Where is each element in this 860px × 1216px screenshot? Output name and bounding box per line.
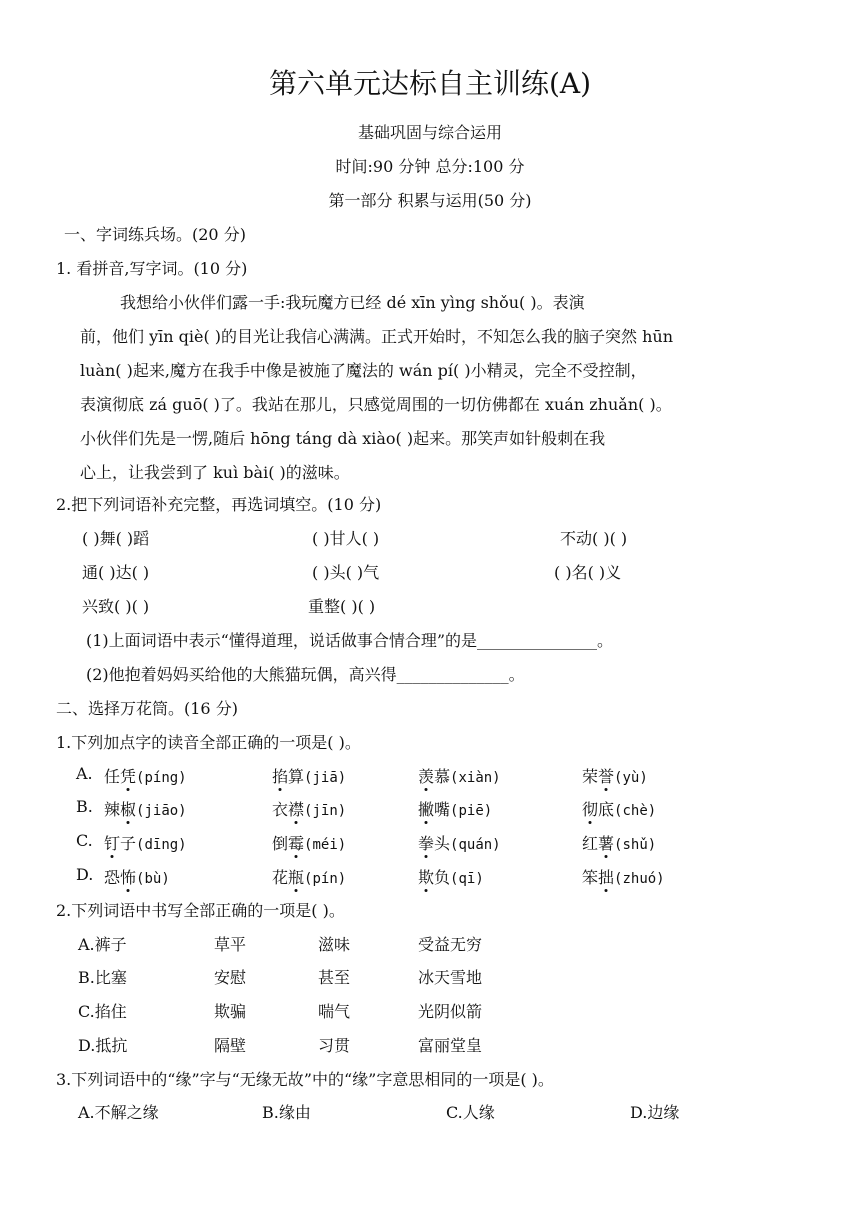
spelling-word: 草平 [214,935,247,954]
word-blank: 不动( )( ) [560,529,628,548]
spelling-word: 欺骗 [214,1002,247,1021]
passage-line-4: 表演彻底 zá guō( )了。我站在那儿，只感觉周围的一切仿佛都在 xuán zhuǎn( )。 [80,395,672,414]
spelling-word: 安慰 [214,968,247,987]
pinyin-item: 花瓶(pín) [272,868,347,887]
option-label: A. [76,764,93,783]
pinyin-item: 荣誉(yù) [582,767,648,786]
mc-q3-heading: 3.下列词语中的“缘”字与“无缘无故”中的“缘”字意思相同的一项是( )。 [56,1070,554,1089]
time-line: 时间:90 分钟 总分:100 分 [335,157,525,176]
pinyin-item: 撇嘴(piē) [418,800,493,819]
q2-heading: 2.把下列词语补充完整，再选词填空。(10 分) [56,495,382,514]
section-2-heading: 二、选择万花筒。(16 分) [56,699,238,718]
word-blank: 通( )达( ) [82,563,150,582]
passage-line-6: 心上，让我尝到了 kuì bài( )的滋味。 [80,463,350,482]
pinyin-item: 恐怖(bù) [104,868,170,887]
pinyin-item: 笨拙(zhuó) [582,868,665,887]
spelling-word: 喘气 [318,1002,351,1021]
spelling-word: 习贯 [318,1036,351,1055]
spelling-word: 受益无穷 [418,935,483,954]
word-blank: ( )头( )气 [312,563,380,582]
page-title: 第六单元达标自主训练(A) [268,67,592,100]
passage-line-1: 我想给小伙伴们露一手:我玩魔方已经 dé xīn yìng shǒu( )。表演 [120,293,585,312]
spelling-word: 隔壁 [214,1036,247,1055]
pinyin-item: 钉子(dīng) [104,834,187,853]
spelling-option: B.比塞 [78,968,127,987]
fill-sentence-1: (1)上面词语中表示“懂得道理，说话做事合情合理”的是_______________。 [86,631,614,650]
meaning-option-d: D.边缘 [630,1103,680,1122]
part-heading: 第一部分 积累与运用(50 分) [328,191,532,210]
passage-line-2: 前，他们 yīn qiè( )的目光让我信心满满。正式开始时，不知怎么我的脑子突然 hūn [80,327,674,346]
pinyin-item: 红薯(shǔ) [582,834,657,853]
word-blank: 兴致( )( ) [82,597,150,616]
q1-heading: 1. 看拼音,写字词。(10 分) [56,259,248,278]
pinyin-item: 任凭(píng) [104,767,187,786]
pinyin-item: 衣襟(jīn) [272,800,347,819]
fill-sentence-2: (2)他抱着妈妈买给他的大熊猫玩偶，高兴得______________。 [86,665,525,684]
mc-q2-heading: 2.下列词语中书写全部正确的一项是( )。 [56,901,345,920]
pinyin-item: 拳头(quán) [418,834,501,853]
mc-q1-heading: 1.下列加点字的读音全部正确的一项是( )。 [56,733,361,752]
spelling-word: 冰天雪地 [418,968,483,987]
spelling-word: 甚至 [318,968,351,987]
pinyin-item: 倒霉(méi) [272,834,347,853]
pinyin-item: 羡慕(xiàn) [418,767,501,786]
pinyin-item: 欺负(qī) [418,868,484,887]
section-1-heading: 一、字词练兵场。(20 分) [64,225,246,244]
word-blank: ( )甘人( ) [312,529,380,548]
option-label: C. [76,831,93,850]
spelling-word: 富丽堂皇 [418,1036,483,1055]
passage-line-3: luàn( )起来,魔方在我手中像是被施了魔法的 wán pí( )小精灵，完全不受控制， [80,361,647,380]
word-blank: ( )名( )义 [554,563,622,582]
word-blank: 重整( )( ) [308,597,376,616]
option-label: B. [76,797,93,816]
subtitle: 基础巩固与综合运用 [357,123,502,142]
passage-line-5: 小伙伴们先是一愣,随后 hōng táng dà xiào( )起来。那笑声如针般刺在我 [80,429,606,448]
spelling-word: 滋味 [318,935,351,954]
meaning-option-a: A.不解之缘 [78,1103,159,1122]
spelling-option: D.抵抗 [78,1036,128,1055]
spelling-word: 光阴似箭 [418,1002,483,1021]
meaning-option-c: C.人缘 [446,1103,495,1122]
pinyin-item: 彻底(chè) [582,800,657,819]
spelling-option: C.掐住 [78,1002,127,1021]
pinyin-item: 掐算(jiā) [272,767,347,786]
spelling-option: A.裤子 [78,935,127,954]
meaning-option-b: B.缘由 [262,1103,311,1122]
option-label: D. [76,865,94,884]
word-blank: ( )舞( )蹈 [82,529,150,548]
pinyin-item: 辣椒(jiāo) [104,800,187,819]
